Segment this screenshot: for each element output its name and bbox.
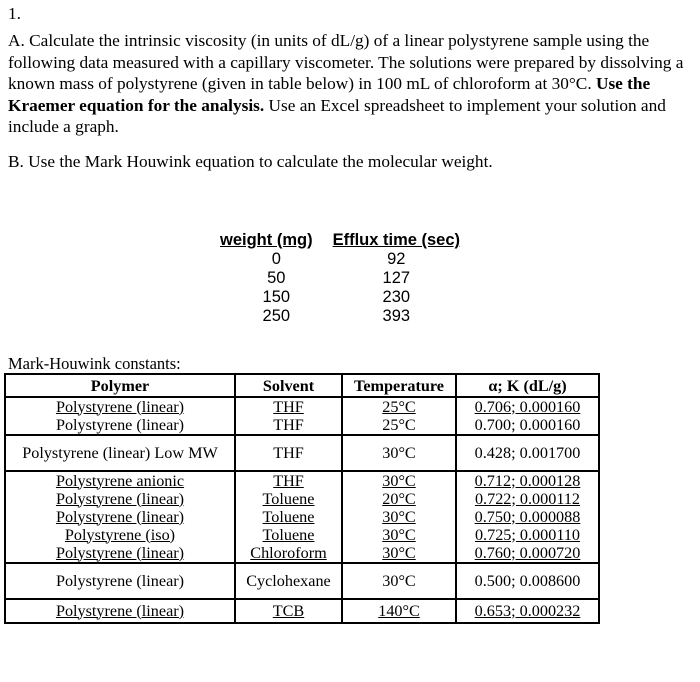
- part-a-body: A. Calculate the intrinsic viscosity (in units of dL/g) of a linear polystyrene sample using the following data measured with a capillary viscometer. The solutions were prepared by dissolving a known mass of polystyrene (given in table below) in 100 mL of chloroform at 30°C.: [8, 31, 684, 93]
- temperature-cell: 25°C: [342, 397, 456, 416]
- temperature-cell: 30°C: [342, 435, 456, 471]
- weight-header: weight (mg): [220, 231, 313, 249]
- efflux-cell: 393: [382, 307, 411, 325]
- efflux-cell: 230: [382, 288, 411, 306]
- part-a-text: [8, 30, 696, 138]
- alpha-k-cell: 0.760; 0.000720: [456, 544, 599, 563]
- polymer-cell: Polystyrene (linear) Low MW: [5, 435, 235, 471]
- temperature-cell: 30°C: [342, 526, 456, 544]
- solvent-header: Solvent: [235, 374, 342, 397]
- solvent-cell: Toluene: [235, 490, 342, 508]
- table-row: [5, 544, 599, 563]
- table-row: [5, 599, 599, 623]
- polymer-cell: Polystyrene (linear): [5, 490, 235, 508]
- alpha-k-header: α; K (dL/g): [456, 374, 599, 397]
- part-b-text: B. Use the Mark Houwink equation to calculate the molecular weight.: [8, 152, 493, 171]
- polymer-cell: Polystyrene (linear): [5, 544, 235, 563]
- alpha-k-cell: 0.700; 0.000160: [456, 416, 599, 435]
- alpha-k-cell: 0.722; 0.000112: [456, 490, 599, 508]
- temperature-cell: 30°C: [342, 544, 456, 563]
- table-row: [220, 288, 460, 307]
- temperature-cell: 25°C: [342, 416, 456, 435]
- alpha-k-cell: 0.725; 0.000110: [456, 526, 599, 544]
- table-row: [5, 526, 599, 544]
- weight-cell: 50: [267, 269, 286, 287]
- weight-cell: 250: [262, 307, 291, 325]
- polymer-cell: Polystyrene anionic: [5, 471, 235, 490]
- temperature-cell: 140°C: [342, 599, 456, 623]
- table-row: [220, 250, 460, 269]
- alpha-k-cell: 0.712; 0.000128: [456, 471, 599, 490]
- temperature-cell: 30°C: [342, 563, 456, 599]
- polymer-cell: Polystyrene (linear): [5, 599, 235, 623]
- solvent-cell: Toluene: [235, 526, 342, 544]
- solvent-cell: THF: [235, 435, 342, 471]
- polymer-cell: Polystyrene (iso): [5, 526, 235, 544]
- part-a-bold-instruction: Use the Kraemer equation for the analysis.: [8, 74, 651, 115]
- alpha-k-cell: 0.500; 0.008600: [456, 563, 599, 599]
- solvent-cell: Cyclohexane: [235, 563, 342, 599]
- efflux-cell: 92: [387, 250, 406, 268]
- table-row: [220, 307, 460, 326]
- table-row: [5, 563, 599, 599]
- alpha-k-cell: 0.750; 0.000088: [456, 508, 599, 526]
- efflux-header: Efflux time (sec): [332, 231, 461, 249]
- table-row: [5, 490, 599, 508]
- table-row: [5, 397, 599, 416]
- polymer-cell: Polystyrene (linear): [5, 563, 235, 599]
- weight-cell: 0: [271, 250, 281, 268]
- solvent-cell: THF: [235, 416, 342, 435]
- temperature-header: Temperature: [342, 374, 456, 397]
- part-a-end: Use an Excel spreadsheet to implement your solution and include a graph.: [8, 95, 666, 136]
- polymer-cell: Polystyrene (linear): [5, 508, 235, 526]
- table-row: [5, 471, 599, 490]
- solvent-cell: Chloroform: [235, 544, 342, 563]
- solvent-cell: THF: [235, 471, 342, 490]
- table-row: [220, 269, 460, 288]
- table-row: [5, 508, 599, 526]
- alpha-k-cell: 0.428; 0.001700: [456, 435, 599, 471]
- alpha-k-cell: 0.653; 0.000232: [456, 599, 599, 623]
- weight-efflux-table: [220, 230, 460, 326]
- table-row: [5, 435, 599, 471]
- polymer-cell: Polystyrene (linear): [5, 397, 235, 416]
- solvent-cell: THF: [235, 397, 342, 416]
- efflux-cell: 127: [382, 269, 411, 287]
- mark-houwink-title: Mark-Houwink constants:: [8, 354, 181, 373]
- solvent-cell: TCB: [235, 599, 342, 623]
- temperature-cell: 20°C: [342, 490, 456, 508]
- polymer-cell: Polystyrene (linear): [5, 416, 235, 435]
- temperature-cell: 30°C: [342, 471, 456, 490]
- weight-cell: 150: [262, 288, 291, 306]
- table-row: [5, 416, 599, 435]
- alpha-k-cell: 0.706; 0.000160: [456, 397, 599, 416]
- mark-houwink-table: [4, 373, 600, 624]
- question-number: 1.: [8, 4, 21, 23]
- temperature-cell: 30°C: [342, 508, 456, 526]
- solvent-cell: Toluene: [235, 508, 342, 526]
- polymer-header: Polymer: [5, 374, 235, 397]
